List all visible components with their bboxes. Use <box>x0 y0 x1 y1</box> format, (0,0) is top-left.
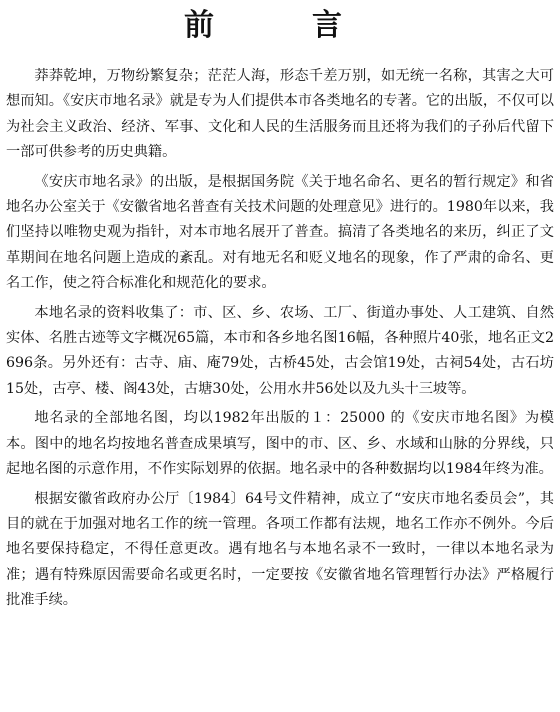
page-title: 前 言 <box>184 8 376 43</box>
paragraph: 根据安徽省政府办公厅〔1984〕64号文件精神，成立了“安庆市地名委员会”，其目的就在于加强对地名工作的统一管理。各项工作都有法规，地名工作亦不例外。今后地名要保持稳定，不得任意更改。遇有地名与本地名录不一致时，一律以本地名录为准；遇有特殊原因需要命名或更名时，一定要按《安徽省地名管理暂行办法》严格履行批准手续。 <box>6 490 554 609</box>
preface-body <box>6 64 554 614</box>
paragraph: 本地名录的资料收集了：市、区、乡、农场、工厂、街道办事处、人工建筑、自然实体、名胜古迹等文字概况65篇，本市和各乡地名图16幅，各种照片40张，地名正文2696条。另外还有：古寺、庙、庵79处，古桥45处，古会馆19处，古祠54处，古石坊15处，古亭、楼、阁43处，古塘30处，公用水井56处以及九头十三坡等。 <box>6 304 554 397</box>
paragraph: 《安庆市地名录》的出版，是根据国务院《关于地名命名、更名的暂行规定》和省地名办公室关于《安徽省地名普查有关技术问题的处理意见》进行的。1980年以来，我们坚持以唯物史观为指针，对本市地名展开了普查。搞清了各类地名的来历，纠正了文革期间在地名问题上造成的紊乱。对有地无名和贬义地名的现象，作了严肃的命名、更名工作，使之符合标准化和规范化的要求。 <box>6 173 554 292</box>
paragraph: 地名录的全部地名图，均以1982年出版的１：25000 的《安庆市地名图》为模本。图中的地名均按地名普查成果填写，图中的市、区、乡、水域和山脉的分界线，只起地名图的示意作用，不作实际划界的依据。地名录中的各种数据均以1984年终为准。 <box>6 410 554 478</box>
paragraph: 莽莽乾坤，万物纷繁复杂；茫茫人海，形态千差万别，如无统一名称，其害之大可想而知。《安庆市地名录》就是专为人们提供本市各类地名的专著。它的出版，不仅可以为社会主义政治、经济、军事、文化和人民的生活服务而且还将为我们的子孙后代留下一部可供参考的历史典籍。 <box>6 68 554 161</box>
